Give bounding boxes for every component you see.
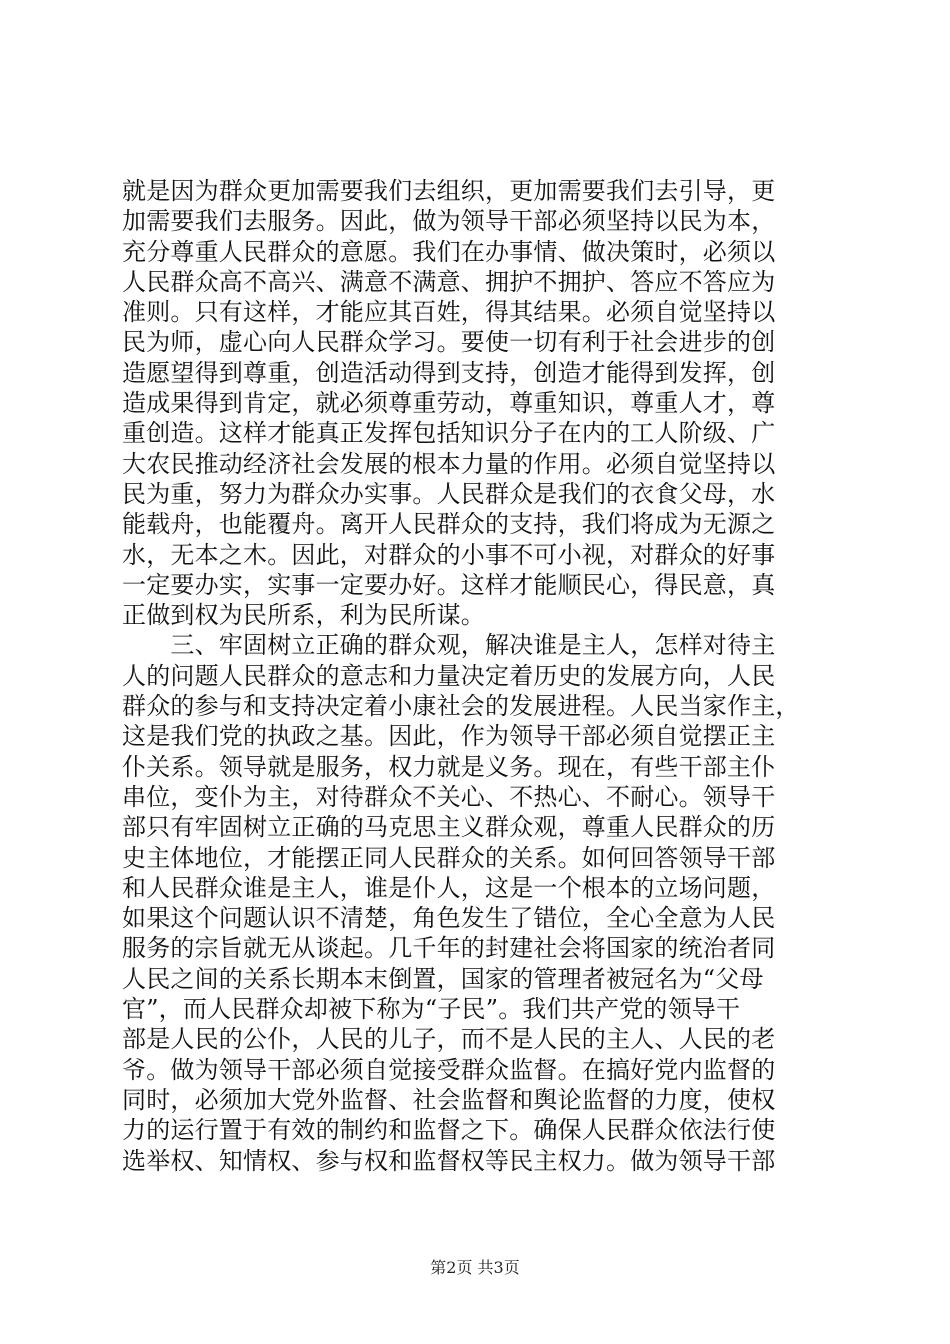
text-line: 仆关系。领导就是服务，权力就是义务。现在，有些干部主仆: [122, 752, 776, 781]
text-line: 如果这个问题认识不清楚，角色发生了错位，全心全意为人民: [122, 904, 776, 933]
text-line: 爷。做为领导干部必须自觉接受群众监督。在搞好党内监督的: [122, 1055, 776, 1084]
text-line: 造愿望得到尊重，创造活动得到支持，创造才能得到发挥，创: [122, 358, 776, 387]
text-line: 人民群众高不高兴、满意不满意、拥护不拥护、答应不答应为: [122, 267, 776, 296]
page-footer: 第2页 共3页: [430, 1258, 520, 1277]
text-line: 大农民推动经济社会发展的根本力量的作用。必须自觉坚持以: [122, 449, 776, 478]
text-line: 和人民群众谁是主人，谁是仆人，这是一个根本的立场问题，: [122, 873, 776, 902]
text-line: 串位，变仆为主，对待群众不关心、不热心、不耐心。领导干: [122, 782, 776, 811]
text-line: 部是人民的公仆，人民的儿子，而不是人民的主人、人民的老: [122, 1025, 776, 1054]
text-line: 民为重，努力为群众办实事。人民群众是我们的衣食父母，水: [122, 479, 776, 508]
text-line: 这是我们党的执政之基。因此，作为领导干部必须自觉摆正主: [122, 722, 776, 751]
text-line: 史主体地位，才能摆正同人民群众的关系。如何回答领导干部: [122, 843, 776, 872]
text-line: 正做到权为民所系，利为民所谋。: [122, 601, 485, 630]
text-line: 选举权、知情权、参与权和监督权等民主权力。做为领导干部: [122, 1146, 776, 1175]
text-line: 就是因为群众更加需要我们去组织，更加需要我们去引导，更: [122, 177, 776, 205]
text-line: 充分尊重人民群众的意愿。我们在办事情、做决策时，必须以: [122, 237, 776, 266]
text-line: 能载舟，也能覆舟。离开人民群众的支持，我们将成为无源之: [122, 510, 776, 539]
text-line: 加需要我们去服务。因此，做为领导干部必须坚持以民为本，: [122, 207, 776, 236]
text-line: 民为师，虚心向人民群众学习。要使一切有利于社会进步的创: [122, 328, 776, 357]
text-line: 一定要办实，实事一定要办好。这样才能顺民心，得民意，真: [122, 570, 776, 599]
text-line: 部只有牢固树立正确的马克思主义群众观，尊重人民群众的历: [122, 813, 776, 842]
text-line: 重创造。这样才能真正发挥包括知识分子在内的工人阶级、广: [122, 419, 776, 448]
text-line: 人的问题人民群众的意志和力量决定着历史的发展方向，人民: [122, 661, 776, 690]
text-line: 同时，必须加大党外监督、社会监督和舆论监督的力度，使权: [122, 1085, 776, 1114]
text-line: 造成果得到肯定，就必须尊重劳动，尊重知识，尊重人才，尊: [122, 389, 776, 418]
text-line: 准则。只有这样，才能应其百姓，得其结果。必须自觉坚持以: [122, 298, 776, 327]
text-line: 三、牢固树立正确的群众观，解决谁是主人，怎样对待主: [122, 631, 776, 660]
text-line: 人民之间的关系长期本末倒置，国家的管理者被冠名为“父母: [122, 964, 764, 993]
text-line: 服务的宗旨就无从谈起。几千年的封建社会将国家的统治者同: [122, 934, 776, 963]
body-text: [122, 176, 842, 1176]
text-line: 官”，而人民群众却被下称为“子民”。我们共产党的领导干: [122, 995, 741, 1024]
text-line: 水，无本之木。因此，对群众的小事不可小视，对群众的好事: [122, 540, 776, 569]
text-line: 力的运行置于有效的制约和监督之下。确保人民群众依法行使: [122, 1116, 776, 1145]
text-line: 群众的参与和支持决定着小康社会的发展进程。人民当家作主，: [122, 692, 800, 721]
